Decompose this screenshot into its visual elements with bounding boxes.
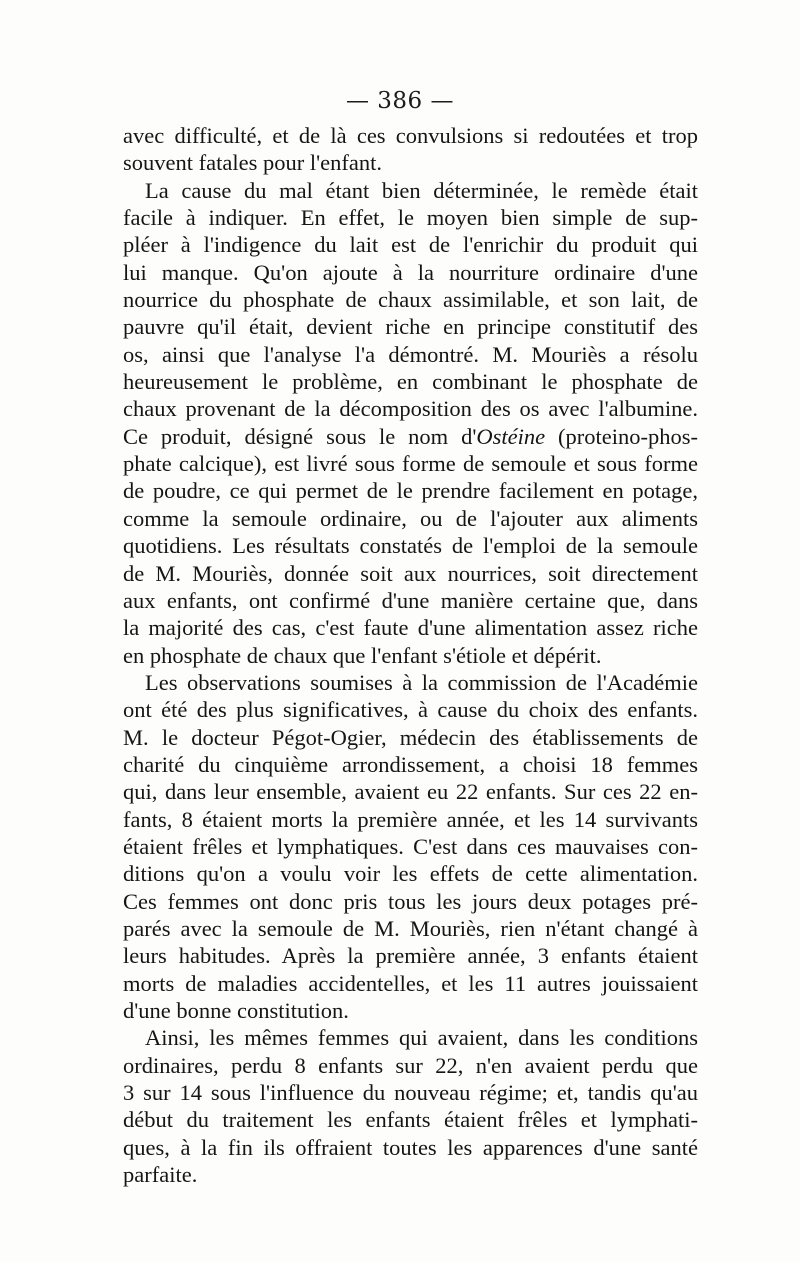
page-number: — 386 — xyxy=(345,88,455,114)
text-line: de M. Mouriès, donnée soit aux nourrices, soit directement xyxy=(123,560,698,586)
text-line: parfaite. xyxy=(123,1162,198,1188)
text-line: de poudre, ce qui permet de le prendre facilement en potage, xyxy=(123,478,698,504)
text-line: Ces femmes ont donc pris tous les jours deux potages pré- xyxy=(123,888,698,914)
italic-term: Ostéine xyxy=(476,423,546,449)
text-line: pléer à l'indigence du lait est de l'enrichir du produit qui xyxy=(123,232,698,258)
text-line: avec difficulté, et de là ces convulsions si redoutées et trop xyxy=(123,123,698,148)
text-line: ditions qu'on a voulu voir les effets de cette alimentation. xyxy=(123,861,698,887)
text-line: chaux provenant de la décomposition des os avec l'albumine. xyxy=(123,396,698,422)
text-line: ordinaires, perdu 8 enfants sur 22, n'en avaient perdu que xyxy=(123,1052,698,1078)
text-line-segment: (proteino-phos- xyxy=(545,423,698,449)
text-line: souvent fatales pour l'enfant. xyxy=(123,150,382,176)
text-line: charité du cinquième arrondissement, a choisi 18 femmes xyxy=(123,751,698,777)
text-line: début du traitement les enfants étaient frêles et lymphati- xyxy=(123,1107,698,1133)
text-line: heureusement le problème, en combinant le phosphate de xyxy=(123,369,698,395)
text-line: leurs habitudes. Après la première année, 3 enfants étaient xyxy=(123,943,698,969)
text-line: fants, 8 étaient morts la première année, et les 14 survivants xyxy=(123,806,698,832)
text-line: nourrice du phosphate de chaux assimilable, et son lait, de xyxy=(123,287,698,313)
text-line: comme la semoule ordinaire, ou de l'ajouter aux aliments xyxy=(123,505,698,531)
text-line: d'une bonne constitution. xyxy=(123,998,349,1023)
text-line: facile à indiquer. En effet, le moyen bien simple de sup- xyxy=(123,205,698,231)
text-line: Les observations soumises à la commission de l'Académie xyxy=(145,669,698,695)
text-line: en phosphate de chaux que l'enfant s'étiole et dépérit. xyxy=(123,642,602,668)
text-line: lui manque. Qu'on ajoute à la nourriture ordinaire d'une xyxy=(123,259,698,285)
text-line: pauvre qu'il était, devient riche en principe constitutif des xyxy=(123,314,698,340)
text-line: ont été des plus significatives, à cause du choix des enfants. xyxy=(123,697,698,723)
text-line: morts de maladies accidentelles, et les 11 autres jouissaient xyxy=(123,970,698,996)
text-line: os, ainsi que l'analyse l'a démontré. M. Mouriès a résolu xyxy=(123,341,698,367)
text-line: La cause du mal étant bien déterminée, le remède était xyxy=(145,177,698,203)
text-line: qui, dans leur ensemble, avaient eu 22 enfants. Sur ces 22 en- xyxy=(123,779,698,805)
text-line: la majorité des cas, c'est faute d'une alimentation assez riche xyxy=(123,615,698,641)
text-line: phate calcique), est livré sous forme de semoule et sous forme xyxy=(123,451,698,477)
text-line: 3 sur 14 sous l'influence du nouveau régime; et, tandis qu'au xyxy=(123,1080,698,1106)
text-line-segment: Ce produit, désigné sous le nom d' xyxy=(123,423,477,449)
text-line: parés avec la semoule de M. Mouriès, rien n'étant changé à xyxy=(123,915,698,941)
body-text xyxy=(123,122,698,1188)
text-line: ques, à la fin ils offraient toutes les apparences d'une santé xyxy=(123,1134,698,1160)
text-line: aux enfants, ont confirmé d'une manière certaine que, dans xyxy=(123,587,698,613)
text-line xyxy=(123,423,698,450)
text-line: M. le docteur Pégot-Ogier, médecin des établissements de xyxy=(123,724,698,750)
text-line: quotidiens. Les résultats constatés de l'emploi de la semoule xyxy=(123,533,698,559)
text-line: Ainsi, les mêmes femmes qui avaient, dans les conditions xyxy=(145,1025,698,1051)
text-line: étaient frêles et lymphatiques. C'est dans ces mauvaises con- xyxy=(123,833,698,859)
